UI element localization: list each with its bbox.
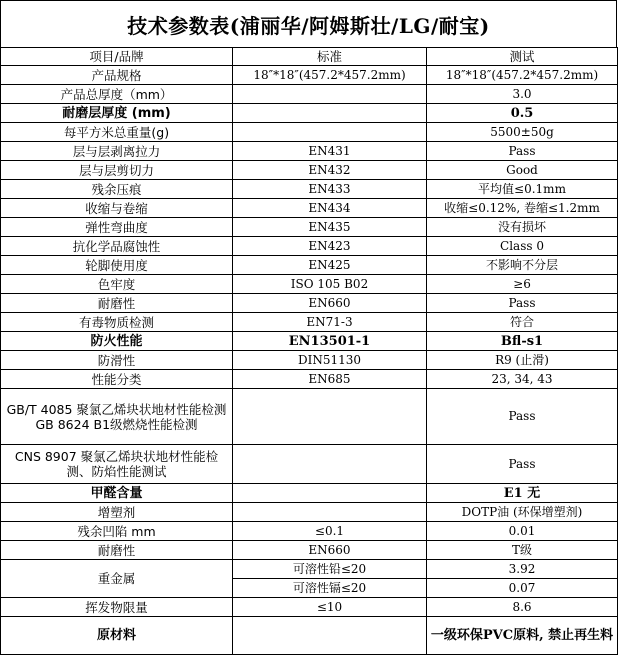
table-row — [1, 522, 618, 541]
table-row — [1, 445, 618, 484]
row-item: 残余压痕 — [1, 180, 233, 199]
row-test: Class 0 — [427, 237, 618, 256]
table-row — [1, 351, 618, 370]
row-item: 防火性能 — [1, 332, 233, 351]
row-standard: 可溶性镉≤20 — [233, 579, 427, 598]
row-item: 每平方米总重量(g) — [1, 123, 233, 142]
row-test: 平均值≤0.1mm — [427, 180, 618, 199]
table-row — [1, 85, 618, 104]
spec-table — [0, 47, 618, 655]
row-item: 残余凹陷 mm — [1, 522, 233, 541]
row-standard: EN685 — [233, 370, 427, 389]
row-item: 挥发物限量 — [1, 598, 233, 617]
row-item: 性能分类 — [1, 370, 233, 389]
row-standard: EN71-3 — [233, 313, 427, 332]
row-item: 层与层剥离拉力 — [1, 142, 233, 161]
table-row — [1, 389, 618, 445]
row-test: 3.92 — [427, 560, 618, 579]
row-test: Good — [427, 161, 618, 180]
row-standard — [233, 104, 427, 123]
row-test: Bfl-s1 — [427, 332, 618, 351]
table-row — [1, 237, 618, 256]
row-item: 原材料 — [1, 617, 233, 655]
row-standard: EN432 — [233, 161, 427, 180]
row-item: 甲醛含量 — [1, 484, 233, 503]
row-test: Pass — [427, 389, 618, 445]
row-item: 耐磨性 — [1, 541, 233, 560]
row-test: 一级环保PVC原料, 禁止再生料 — [427, 617, 618, 655]
row-standard — [233, 445, 427, 484]
table-row — [1, 617, 618, 655]
table-row — [1, 142, 618, 161]
row-standard: ≤0.1 — [233, 522, 427, 541]
row-standard — [233, 484, 427, 503]
table-row — [1, 560, 618, 579]
row-item: 弹性弯曲度 — [1, 218, 233, 237]
row-standard — [233, 503, 427, 522]
column-header-item: 项目/品牌 — [1, 48, 233, 66]
row-item: 耐磨层厚度 (mm) — [1, 104, 233, 123]
row-item: 色牢度 — [1, 275, 233, 294]
row-item: 轮脚使用度 — [1, 256, 233, 275]
row-test: Pass — [427, 294, 618, 313]
table-row — [1, 180, 618, 199]
row-item: 产品总厚度（mm） — [1, 85, 233, 104]
row-test: 收缩≤0.12%, 卷缩≤1.2mm — [427, 199, 618, 218]
row-standard: EN13501-1 — [233, 332, 427, 351]
row-test: T级 — [427, 541, 618, 560]
row-item: 抗化学品腐蚀性 — [1, 237, 233, 256]
row-item: 层与层剪切力 — [1, 161, 233, 180]
row-test: 23, 34, 43 — [427, 370, 618, 389]
table-row — [1, 503, 618, 522]
table-row — [1, 370, 618, 389]
row-item: 防滑性 — [1, 351, 233, 370]
row-standard — [233, 123, 427, 142]
table-row — [1, 332, 618, 351]
table-row — [1, 161, 618, 180]
table-row — [1, 104, 618, 123]
row-item: CNS 8907 聚氯乙烯块状地材性能检测、防焰性能测试 — [1, 445, 233, 484]
row-test: 18″*18″(457.2*457.2mm) — [427, 66, 618, 85]
row-test: 0.5 — [427, 104, 618, 123]
row-standard: EN434 — [233, 199, 427, 218]
row-standard: EN423 — [233, 237, 427, 256]
row-test: ≥6 — [427, 275, 618, 294]
row-test: 0.01 — [427, 522, 618, 541]
row-standard: 可溶性铅≤20 — [233, 560, 427, 579]
column-header-test: 测试 — [427, 48, 618, 66]
row-standard: EN433 — [233, 180, 427, 199]
table-row — [1, 218, 618, 237]
row-test: 5500±50g — [427, 123, 618, 142]
table-row — [1, 313, 618, 332]
row-test: 8.6 — [427, 598, 618, 617]
row-test: 3.0 — [427, 85, 618, 104]
row-item: GB/T 4085 聚氯乙烯块状地材性能检测 GB 8624 B1级燃烧性能检测 — [1, 389, 233, 445]
row-standard: 18″*18″(457.2*457.2mm) — [233, 66, 427, 85]
row-test: 符合 — [427, 313, 618, 332]
row-standard: EN425 — [233, 256, 427, 275]
row-standard: EN660 — [233, 294, 427, 313]
row-item: 收缩与卷缩 — [1, 199, 233, 218]
row-test: R9 (止滑) — [427, 351, 618, 370]
row-test: 0.07 — [427, 579, 618, 598]
row-item: 重金属 — [1, 560, 233, 598]
table-row — [1, 199, 618, 218]
row-item: 产品规格 — [1, 66, 233, 85]
table-header-row — [1, 48, 618, 66]
row-standard: ISO 105 B02 — [233, 275, 427, 294]
table-row — [1, 123, 618, 142]
table-row — [1, 484, 618, 503]
row-item: 增塑剂 — [1, 503, 233, 522]
row-test: 没有损坏 — [427, 218, 618, 237]
row-standard: EN435 — [233, 218, 427, 237]
row-standard — [233, 389, 427, 445]
row-item: 有毒物质检测 — [1, 313, 233, 332]
table-row — [1, 598, 618, 617]
row-standard: DIN51130 — [233, 351, 427, 370]
row-test: Pass — [427, 142, 618, 161]
row-standard: EN431 — [233, 142, 427, 161]
row-standard: EN660 — [233, 541, 427, 560]
row-standard: ≤10 — [233, 598, 427, 617]
row-test: DOTP油 (环保增塑剂) — [427, 503, 618, 522]
row-test: 不影响不分层 — [427, 256, 618, 275]
table-row — [1, 66, 618, 85]
row-item: 耐磨性 — [1, 294, 233, 313]
row-standard — [233, 617, 427, 655]
table-row — [1, 541, 618, 560]
table-row — [1, 275, 618, 294]
row-test: Pass — [427, 445, 618, 484]
row-test: E1 无 — [427, 484, 618, 503]
table-row — [1, 256, 618, 275]
row-standard — [233, 85, 427, 104]
sheet-title: 技术参数表(浦丽华/阿姆斯壮/LG/耐宝) — [0, 0, 617, 47]
column-header-standard: 标准 — [233, 48, 427, 66]
table-row — [1, 294, 618, 313]
